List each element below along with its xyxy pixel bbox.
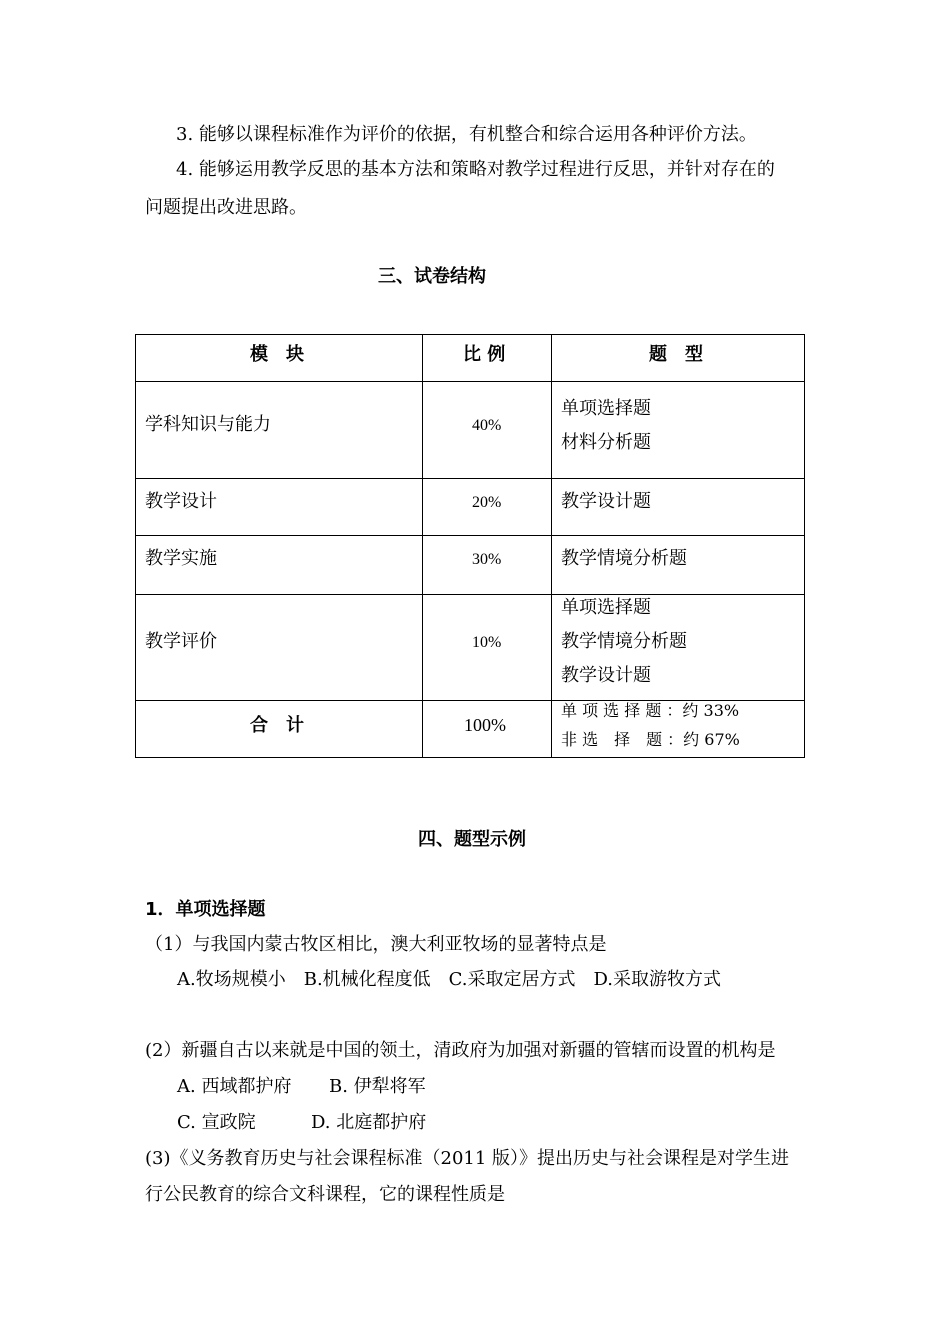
table-row-2-module: 教学设计 bbox=[145, 491, 217, 512]
question-2-option-a: A. 西域都护府 bbox=[177, 1076, 292, 1097]
table-header-type: 题 型 bbox=[649, 344, 703, 365]
table-row-1-ratio: 40% bbox=[472, 417, 502, 434]
table-total-type-2: 非 选 择 题 ：约 67% bbox=[561, 730, 740, 749]
question-2-option-d: D. 北庭都护府 bbox=[311, 1112, 427, 1133]
paragraph-item-4-line-2: 问题提出改进思路。 bbox=[145, 197, 307, 218]
table-row-4-module: 教学评价 bbox=[145, 631, 217, 652]
table-row-2-type-1: 教学设计题 bbox=[561, 491, 651, 512]
table-row-4-type-1: 单项选择题 bbox=[561, 597, 651, 618]
table-row-1-module: 学科知识与能力 bbox=[145, 414, 271, 435]
table-border-line bbox=[804, 334, 805, 758]
exam-structure-table bbox=[135, 334, 805, 758]
table-row-4-ratio: 10% bbox=[472, 634, 502, 651]
table-border-line bbox=[135, 535, 805, 536]
table-border-line bbox=[422, 334, 423, 758]
question-2-stem: (2）新疆自古以来就是中国的领土，清政府为加强对新疆的管辖而设置的机构是 bbox=[145, 1040, 776, 1061]
table-row-1-type-1: 单项选择题 bbox=[561, 398, 651, 419]
table-row-4-type-3: 教学设计题 bbox=[561, 665, 651, 686]
table-border-line bbox=[135, 594, 805, 595]
question-1-options: A.牧场规模小 B.机械化程度低 C.采取定居方式 D.采取游牧方式 bbox=[177, 969, 722, 990]
table-total-ratio: 100% bbox=[464, 715, 506, 735]
table-row-4-type-2: 教学情境分析题 bbox=[561, 631, 687, 652]
question-1-stem: （1）与我国内蒙古牧区相比，澳大利亚牧场的显著特点是 bbox=[145, 934, 607, 955]
table-row-3-type-1: 教学情境分析题 bbox=[561, 548, 687, 569]
table-border-line bbox=[551, 334, 552, 758]
table-row-1-type-2: 材料分析题 bbox=[561, 432, 651, 453]
table-border-line bbox=[135, 478, 805, 479]
table-row-2-ratio: 20% bbox=[472, 494, 502, 511]
question-3-line-2: 行公民教育的综合文科课程，它的课程性质是 bbox=[145, 1184, 505, 1205]
section-3-title: 三、试卷结构 bbox=[378, 266, 486, 287]
paragraph-item-4-line-1: 4. 能够运用教学反思的基本方法和策略对教学过程进行反思，并针对存在的 bbox=[176, 159, 775, 180]
table-border-line bbox=[135, 334, 136, 758]
paragraph-item-3: 3. 能够以课程标准作为评价的依据，有机整合和综合运用各种评价方法。 bbox=[176, 124, 757, 145]
table-row-3-ratio: 30% bbox=[472, 551, 502, 568]
question-2-option-b: B. 伊犁将军 bbox=[329, 1076, 426, 1097]
table-border-line bbox=[135, 381, 805, 382]
section-4-title: 四、题型示例 bbox=[418, 829, 526, 850]
table-total-type-1: 单 项 选 择 题 ：约 33% bbox=[561, 701, 740, 720]
table-total-label: 合 计 bbox=[250, 715, 304, 736]
table-border-line bbox=[135, 334, 805, 335]
question-2-option-c: C. 宣政院 bbox=[177, 1112, 256, 1133]
table-row-3-module: 教学实施 bbox=[145, 548, 217, 569]
table-header-module: 模 块 bbox=[250, 344, 304, 365]
question-section-title: 1．单项选择题 bbox=[145, 899, 266, 920]
table-header-ratio: 比 例 bbox=[463, 344, 506, 365]
question-3-line-1: (3)《义务教育历史与社会课程标准（2011 版）》提出历史与社会课程是对学生进 bbox=[145, 1148, 790, 1169]
table-border-line bbox=[135, 757, 805, 758]
